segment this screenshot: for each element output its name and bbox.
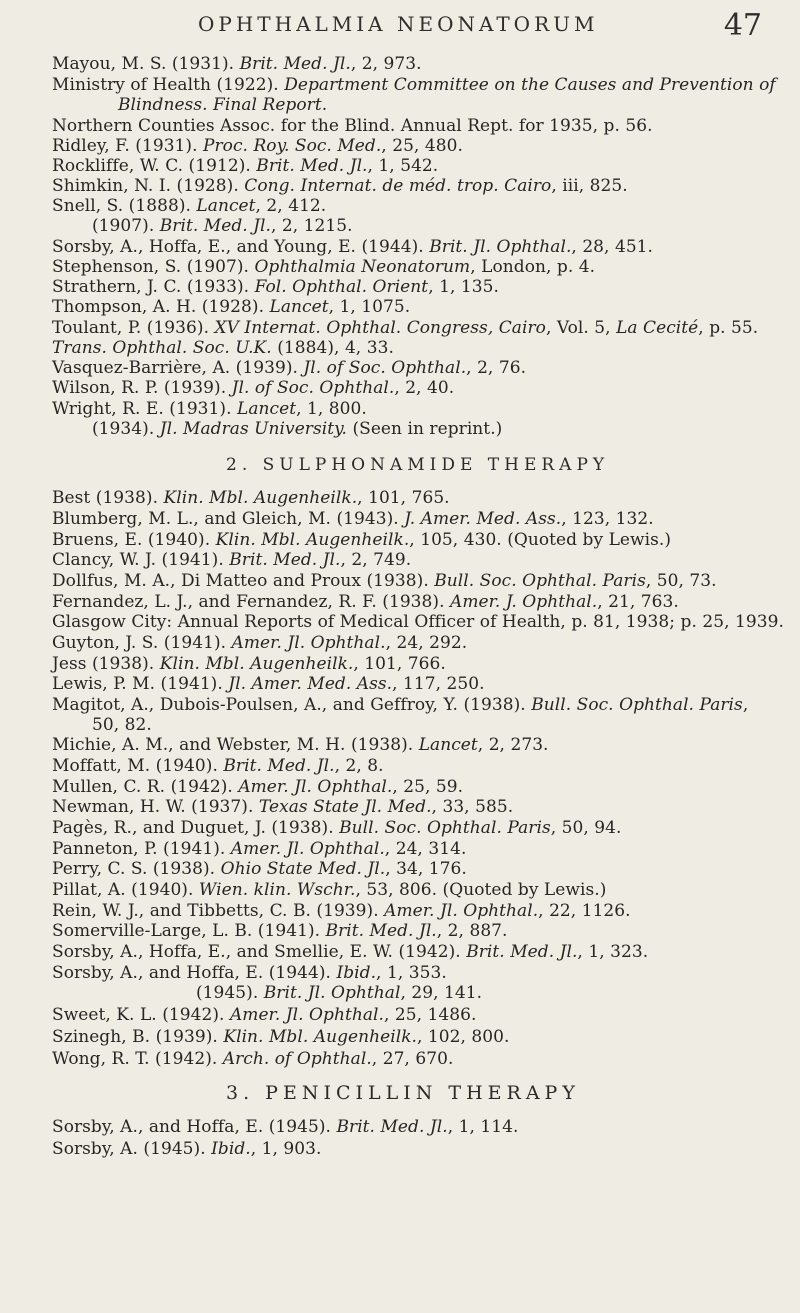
reference-entry: Wright, R. E. (1931). Lancet, 1, 800. [52,398,367,419]
reference-entry: Magitot, A., Dubois-Poulsen, A., and Geffroy, Y. (1938). Bull. Soc. Ophthal. Paris, [52,694,749,715]
reference-entry: Snell, S. (1888). Lancet, 2, 412. [52,196,327,217]
reference-entry: Pagès, R., and Duguet, J. (1938). Bull. Soc. Ophthal. Paris, 50, 94. [52,818,622,839]
section-heading-penicillin: 3. PENICILLIN THERAPY [226,1081,580,1104]
reference-entry-same-author: (1934). Jl. Madras University. (Seen in reprint.) [92,418,503,439]
reference-entry: Sorsby, A., and Hoffa, E. (1945). Brit. Med. Jl., 1, 114. [52,1116,519,1137]
reference-entry: Somerville-Large, L. B. (1941). Brit. Med. Jl., 2, 887. [52,921,508,942]
reference-entry: Wilson, R. P. (1939). Jl. of Soc. Ophthal., 2, 40. [52,378,455,399]
reference-entry: Jess (1938). Klin. Mbl. Augenheilk., 101, 766. [52,653,446,674]
reference-entry: Guyton, J. S. (1941). Amer. Jl. Ophthal., 24, 292. [52,632,468,653]
reference-entry: Sorsby, A., Hoffa, E., and Young, E. (1944). Brit. Jl. Ophthal., 28, 451. [52,236,654,257]
reference-entry-same-author: (1945). Brit. Jl. Ophthal, 29, 141. [196,982,483,1003]
reference-entry: Szinegh, B. (1939). Klin. Mbl. Augenheilk., 102, 800. [52,1026,510,1047]
reference-entry: Thompson, A. H. (1928). Lancet, 1, 1075. [52,297,411,318]
reference-entry: Sorsby, A., and Hoffa, E. (1944). Ibid., 1, 353. [52,962,447,983]
reference-entry: Best (1938). Klin. Mbl. Augenheilk., 101, 765. [52,488,450,509]
reference-entry: Lewis, P. M. (1941). Jl. Amer. Med. Ass., 117, 250. [52,674,485,695]
reference-entry: Sweet, K. L. (1942). Amer. Jl. Ophthal., 25, 1486. [52,1004,477,1025]
reference-entry: Mayou, M. S. (1931). Brit. Med. Jl., 2, 973. [52,53,422,74]
reference-entry: Pillat, A. (1940). Wien. klin. Wschr., 53, 806. (Quoted by Lewis.) [52,880,607,901]
reference-entry: Bruens, E. (1940). Klin. Mbl. Augenheilk., 105, 430. (Quoted by Lewis.) [52,529,672,550]
reference-entry: Clancy, W. J. (1941). Brit. Med. Jl., 2, 749. [52,550,412,571]
page-number: 47 [723,8,762,43]
reference-entry: Sorsby, A. (1945). Ibid., 1, 903. [52,1138,322,1159]
reference-entry: Michie, A. M., and Webster, M. H. (1938). Lancet, 2, 273. [52,735,549,756]
reference-entry: Northern Counties Assoc. for the Blind. Annual Rept. for 1935, p. 56. [52,115,653,136]
reference-entry-same-author: (1907). Brit. Med. Jl., 2, 1215. [92,216,353,237]
reference-entry-continuation: Blindness. Final Report. [118,95,328,116]
reference-entry: Mullen, C. R. (1942). Amer. Jl. Ophthal., 25, 59. [52,776,464,797]
reference-entry: Panneton, P. (1941). Amer. Jl. Ophthal., 24, 314. [52,838,467,859]
reference-entry: Trans. Ophthal. Soc. U.K. (1884), 4, 33. [52,337,394,358]
reference-entry: Ministry of Health (1922). Department Committee on the Causes and Prevention of [52,75,776,96]
reference-entry: Dollfus, M. A., Di Matteo and Proux (1938). Bull. Soc. Ophthal. Paris, 50, 73. [52,570,717,591]
reference-entry: Perry, C. S. (1938). Ohio State Med. Jl., 34, 176. [52,859,467,880]
section-heading-sulphonamide: 2. SULPHONAMIDE THERAPY [226,454,610,475]
reference-entry: Strathern, J. C. (1933). Fol. Ophthal. Orient, 1, 135. [52,277,499,298]
reference-entry: Moffatt, M. (1940). Brit. Med. Jl., 2, 8. [52,756,384,777]
reference-entry-continuation: 50, 82. [92,714,152,735]
reference-entry: Glasgow City: Annual Reports of Medical Officer of Health, p. 81, 1938; p. 25, 1939. [52,612,784,633]
reference-entry: Vasquez-Barrière, A. (1939). Jl. of Soc. Ophthal., 2, 76. [52,358,527,379]
reference-entry: Wong, R. T. (1942). Arch. of Ophthal., 27, 670. [52,1048,454,1069]
reference-entry: Ridley, F. (1931). Proc. Roy. Soc. Med., 25, 480. [52,135,463,156]
running-title: OPHTHALMIA NEONATORUM [198,12,599,36]
reference-entry: Newman, H. W. (1937). Texas State Jl. Med., 33, 585. [52,797,514,818]
reference-entry: Blumberg, M. L., and Gleich, M. (1943). J. Amer. Med. Ass., 123, 132. [52,509,654,529]
reference-entry: Stephenson, S. (1907). Ophthalmia Neonatorum, London, p. 4. [52,256,596,277]
reference-entry: Shimkin, N. I. (1928). Cong. Internat. de méd. trop. Cairo, iii, 825. [52,176,628,197]
reference-entry: Sorsby, A., Hoffa, E., and Smellie, E. W. (1942). Brit. Med. Jl., 1, 323. [52,942,649,962]
reference-entry: Fernandez, L. J., and Fernandez, R. F. (1938). Amer. J. Ophthal., 21, 763. [52,591,679,612]
reference-entry: Toulant, P. (1936). XV Internat. Ophthal. Congress, Cairo, Vol. 5, La Cecité, p. 55. [52,317,759,338]
reference-entry: Rockliffe, W. C. (1912). Brit. Med. Jl., 1, 542. [52,156,439,177]
reference-entry: Rein, W. J., and Tibbetts, C. B. (1939). Amer. Jl. Ophthal., 22, 1126. [52,900,631,921]
